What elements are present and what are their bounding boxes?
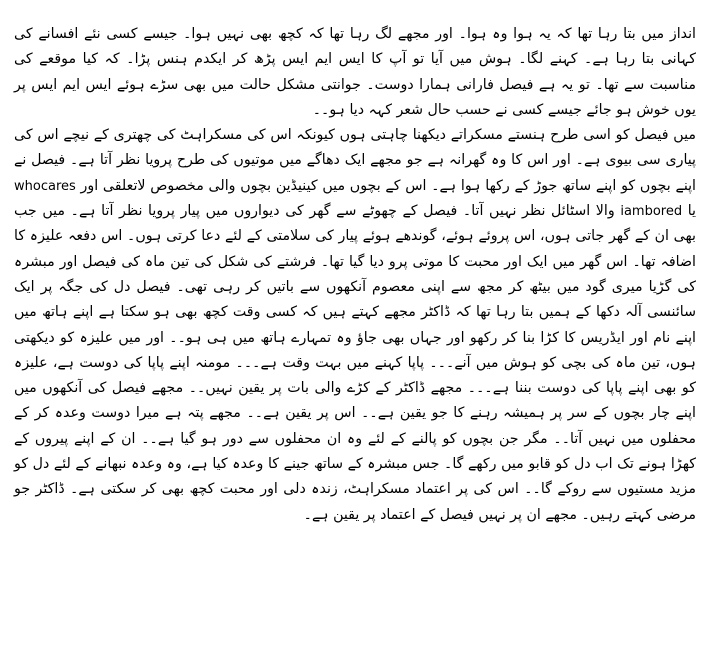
paragraph-2 <box>14 123 696 528</box>
paragraph-2-part-1: میں فیصل کو اسی طرح ہنستے مسکراتے دیکھنا چاہتی ہوں کیونکہ اس کی مسکراہٹ کی چھتری کے نیچے اس کی پیاری سی بیوی ہے۔ اور اس کا وہ گھرانہ ہے جو مجھے ایک دھاگے میں موتیوں کی طرح پرویا نظر آتا ہے۔ فیصل نے اپنے بچوں کو اپنے ساتھ جوڑ کے رکھا ہوا ہے۔ اس کے بچوں میں کینیڈین بچوں والی مخصوص لاتعلقی اور <box>14 127 696 194</box>
english-word-iambored: iambored <box>620 204 683 220</box>
paragraph-1: انداز میں بتا رہا تھا کہ یہ ہوا وہ ہوا۔ اور مجھے لگ رہا تھا کہ کچھ بھی نہیں ہوا۔ جیسے کسی نئے افسانے کی کہانی بتا رہا ہے۔ کہنے لگا۔ ہوش میں آیا تو آپ کا ایس ایم ایس پڑھ کر ایکدم ہنس پڑا۔ کہ کیا موقعے کی مناسبت سے تھا۔ تو یہ ہے فیصل فارانی ہمارا دوست۔ جوانتی مشکل حالت میں بھی سڑے ہوئے ایس ایم ایس پر یوں خوش ہو جائے جیسے کسی نے حسب حال شعر کہہ دیا ہو۔۔ <box>14 26 696 118</box>
paragraph-2-conjunction: یا <box>687 203 696 220</box>
english-word-whocares: whocares <box>14 178 76 194</box>
paragraph-2-part-2: والا اسٹائل نظر نہیں آتا۔ فیصل کے چھوٹے سے گھر کی دیواروں میں پیار پرویا نظر آتا ہے۔ میں جب بھی ان کے گھر جاتی ہوں، اس پروئے ہوئے، گوندھے ہوئے پیار کی سلامتی کے لئے دعا کرتی ہوں۔ اس دفعہ علیزہ کا اضافہ تھا۔ اس گھر میں ایک اور محبت کا موتی پرو دیا گیا تھا۔ فرشتے کی شکل کی تین ماہ کی فیصل اور مبشرہ کی گڑیا میری گود میں بیٹھ کر مجھ سے اپنی معصوم آنکھوں سے باتیں کر رہی تھی۔ فیصل دل کی جگہ پر ایک سائنسی آلہ دکھا کے ہمیں بتا رہا تھا کہ ڈاکٹر مجھے کہتے ہیں کہ کسی وقت کچھ بھی ہو سکتا ہے اپنے ہاتھ میں اپنے نام اور ایڈریس کا کڑا بنا کر رکھو اور جہاں بھی جاؤ وہ تمہارے ہاتھ میں ہی ہو۔۔ اور میں علیزہ کو دیکھتی ہوں، تین ماہ کی بچی کو ہوش میں آنے۔۔۔ پاپا کہنے میں بہت وقت ہے۔۔۔ مومنہ اپنے پاپا کی دوست ہے، علیزہ کو بھی اپنے پاپا کی دوست بننا ہے۔۔۔ مجھے ڈاکٹر کے کڑے والی بات پر یقین نہیں۔۔ مجھے فیصل کی آنکھوں میں اپنے چار بچوں کے سر پر ہمیشہ رہنے کا جو یقین ہے۔۔ اس پر یقین ہے۔۔ مجھے پتہ ہے میرا دوست وعدہ کر کے محفلوں میں نہیں آتا۔۔ مگر جن بچوں کو پالنے کے لئے وہ ان محفلوں سے دور ہو گیا ہے۔۔ ان کے اپنے پیروں کے کھڑا ہونے تک اب دل کو قابو میں رکھے گا۔ جس مبشرہ کے ساتھ جینے کا وعدہ کیا ہے، وہ وعدہ نبھانے کے لئے دل کو مزید مستیوں سے روکے گا۔۔ اس کی پر اعتماد مسکراہٹ، زندہ دلی اور محبت کچھ بھی کر سکتی ہے۔ ڈاکٹر جو مرضی کہتے رہیں۔ مجھے ان پر نہیں فیصل کے اعتماد پر یقین ہے۔ <box>14 203 696 523</box>
urdu-article-body <box>14 22 696 528</box>
